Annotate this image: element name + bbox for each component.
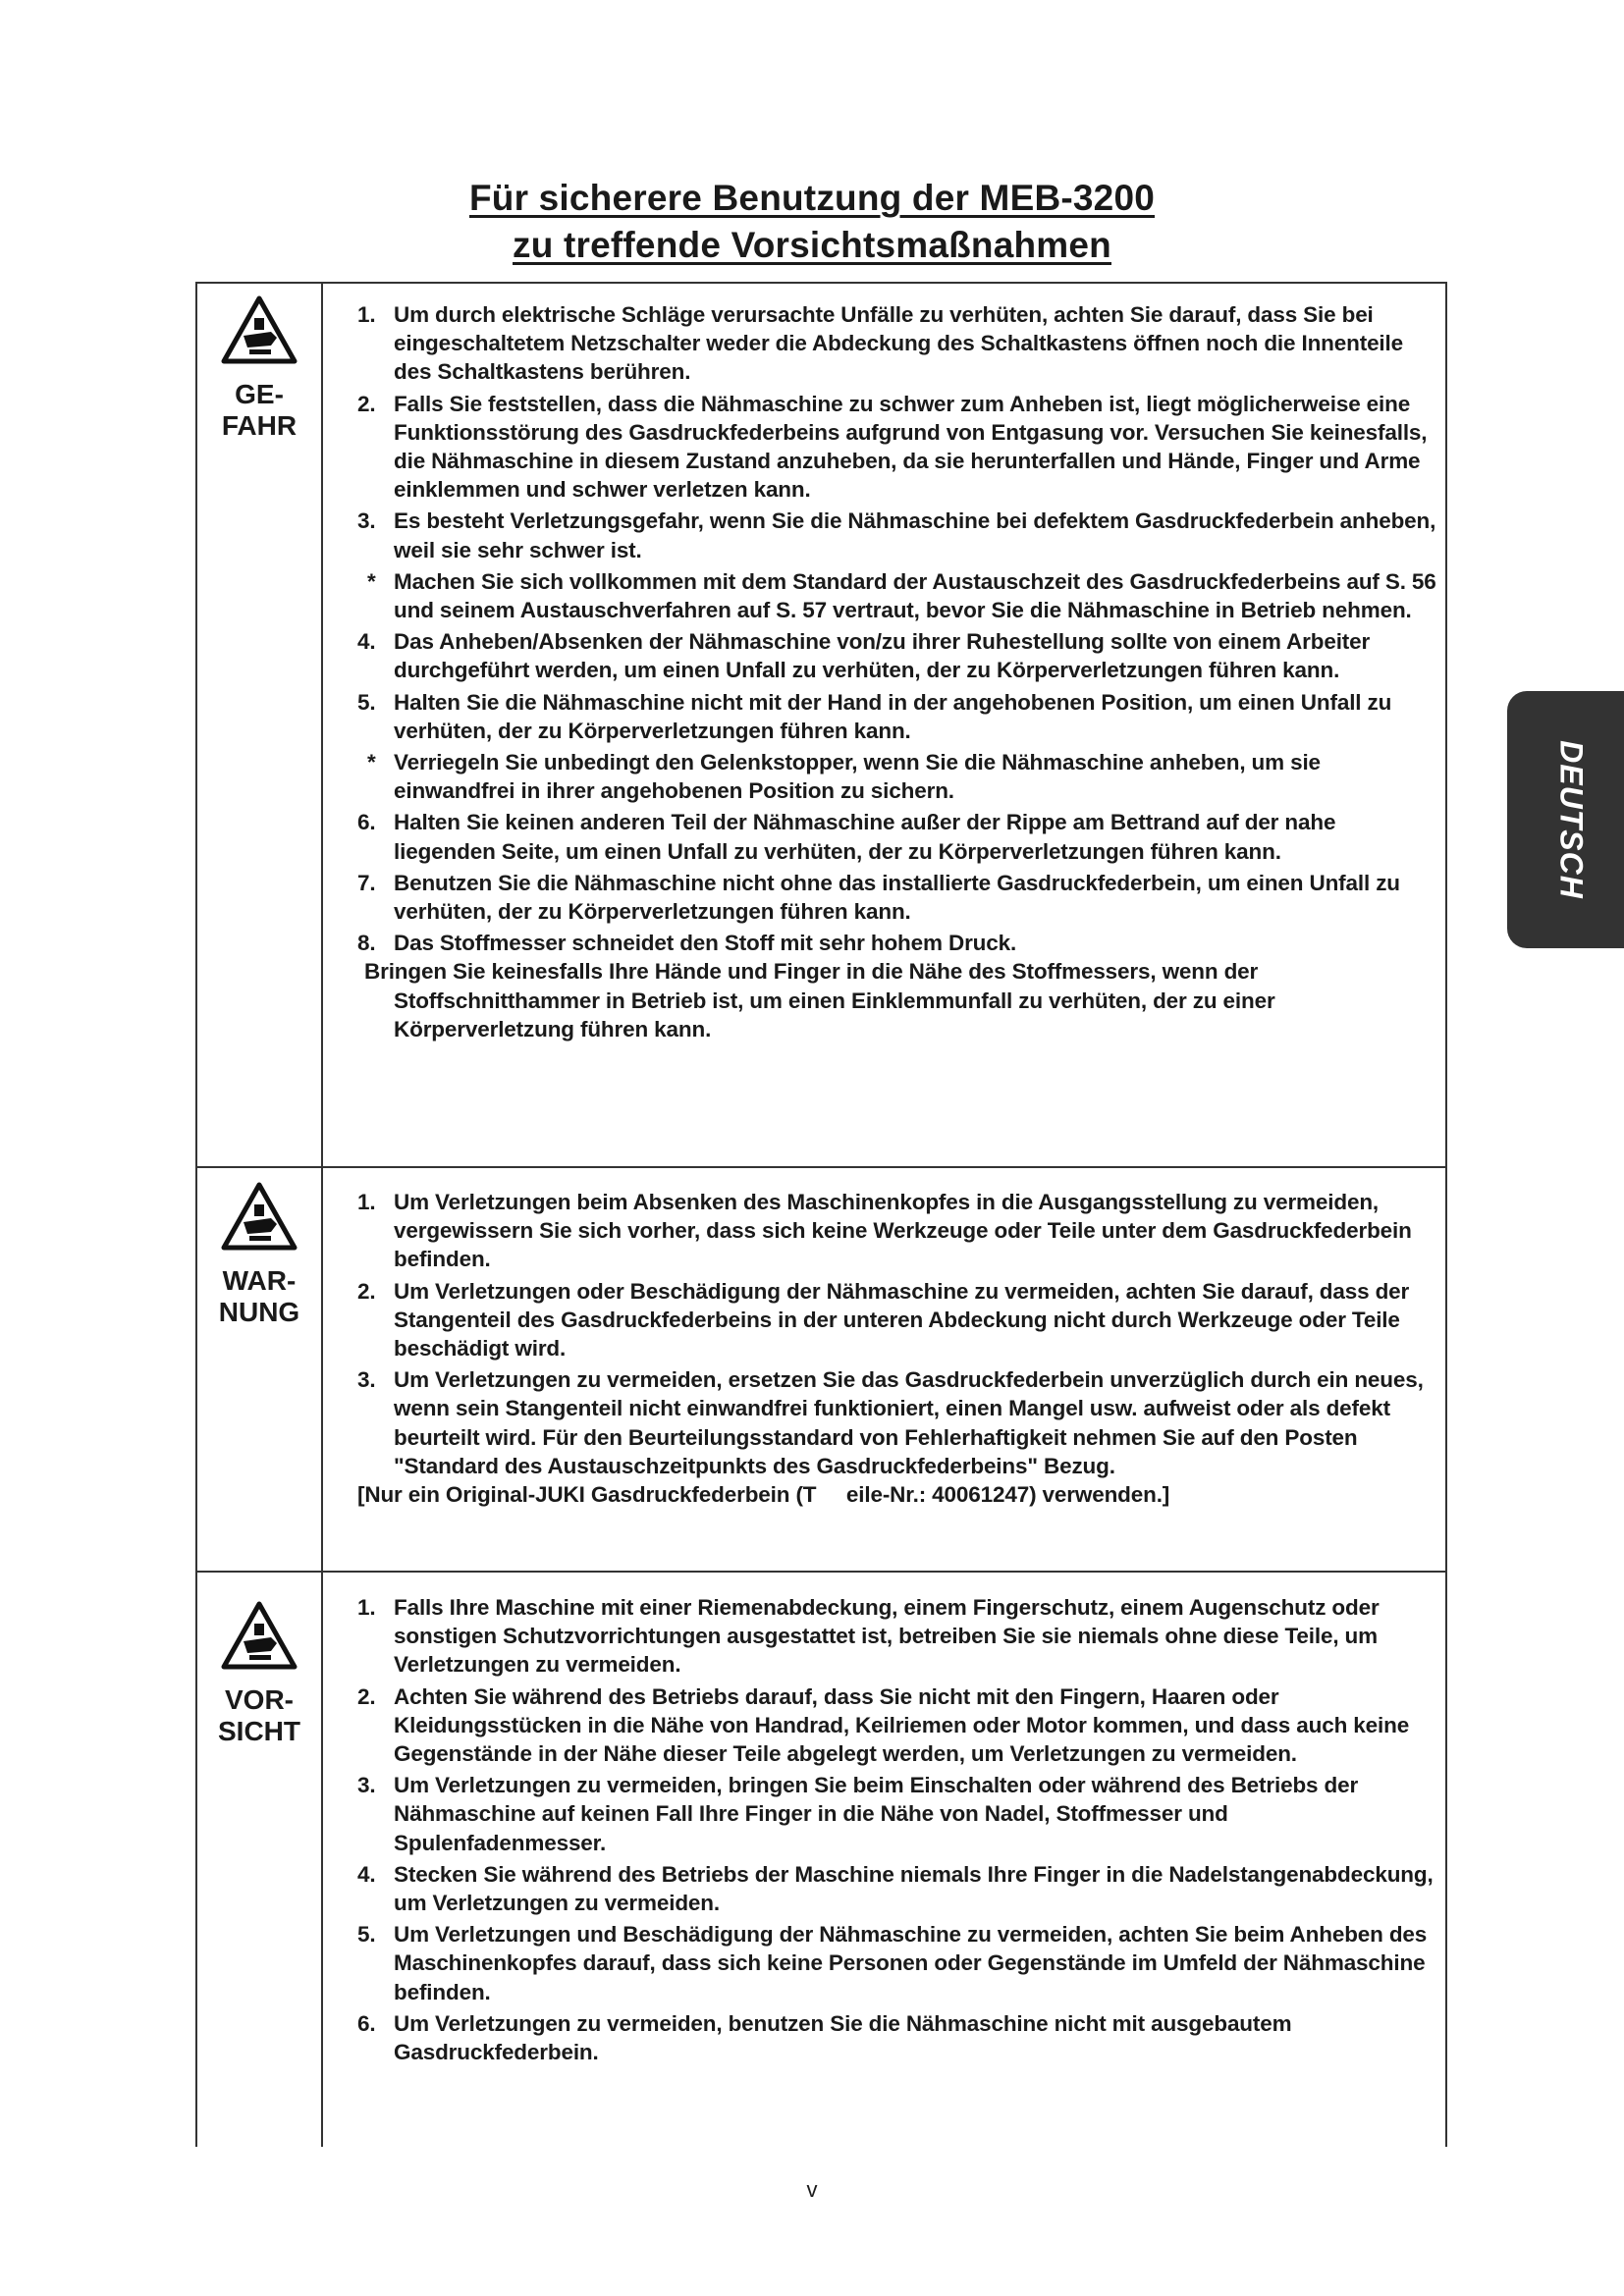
list-item: 1. Um durch elektrische Schläge verursachte Unfälle zu verhüten, achten Sie darauf, dass Sie bei eingeschaltetem Netzschalter weder die Abdeckung des Schaltkastens öffnen noch die Innenteile des Schaltkastens berühren. [357, 302, 1403, 385]
list-item: Bringen Sie keinesfalls Ihre Hände und Finger in die Nähe des Stoffmessers, wenn der Stoffschnitthammer in Betrieb ist, um einen Einklemmunfall zu verhüten, der zu einer Körperverletzung führen kann. [364, 959, 1275, 1041]
warning-text [357, 1188, 1437, 1512]
section-divider-2 [195, 1571, 1445, 1573]
danger-label-line1: GE- [235, 379, 284, 409]
list-item: 5. Halten Sie die Nähmaschine nicht mit der Hand in der angehobenen Position, um einen Unfall zu verhüten, der zu Körperverletzungen führen kann. [357, 689, 1392, 743]
language-tab [1507, 691, 1624, 948]
danger-label-cell [195, 294, 323, 442]
list-item: 6. Halten Sie keinen anderen Teil der Nähmaschine außer der Rippe am Bettrand auf der nahe liegenden Seite, um einen Unfall zu verhüten, der zu Körperverletzungen führen kann. [357, 810, 1336, 864]
title-line-2: zu treffende Vorsichtsmaßnahmen [513, 225, 1111, 265]
warning-label-line2: NUNG [218, 1297, 300, 1327]
table-top-border [195, 282, 1445, 284]
list-item: * Verriegeln Sie unbedingt den Gelenkstopper, wenn Sie die Nähmaschine anheben, um sie einwandfrei in ihrer angehobenen Position zu sichern. [367, 750, 1321, 804]
page-title [0, 175, 1624, 269]
caution-text [357, 1593, 1437, 2069]
hand-crush-warning-icon [220, 1181, 298, 1252]
list-item: 3. Um Verletzungen zu vermeiden, bringen Sie beim Einschalten oder während des Betriebs der Nähmaschine auf keinen Fall Ihre Finger in die Nähe von Nadel, Stoffmesser und Spulenfadenmesser. [357, 1773, 1359, 1855]
list-item: 3. Es besteht Verletzungsgefahr, wenn Sie die Nähmaschine bei defektem Gasdruckfederbein anheben, weil sie sehr schwer ist. [357, 508, 1436, 562]
page-number: v [806, 2177, 818, 2202]
danger-label-line2: FAHR [221, 410, 298, 441]
list-item: 6. Um Verletzungen zu vermeiden, benutzen Sie die Nähmaschine nicht mit ausgebautem Gasdruckfederbein. [357, 2010, 1292, 2065]
list-item: 2. Achten Sie während des Betriebs darauf, dass Sie nicht mit den Fingern, Haaren oder Kleidungsstücken in die Nähe von Handrad, Keilriemen oder Motor kommen, und dass auch keine Gegenstände in der Nähe dieser Teile abgelegt werden, um Verletzungen zu vermeiden. [357, 1683, 1410, 1767]
list-item: 2. Um Verletzungen oder Beschädigung der Nähmaschine zu vermeiden, achten Sie darauf, dass der Stangenteil des Gasdruckfederbeins in der unteren Abdeckung nicht durch Werkzeuge oder Teile beschädigt wird. [357, 1278, 1410, 1362]
warning-label-line1: WAR- [222, 1265, 297, 1296]
title-line-1: Für sicherere Benutzung der MEB-3200 [468, 178, 1156, 218]
caution-label-cell [195, 1600, 323, 1747]
list-item: 7. Benutzen Sie die Nähmaschine nicht ohne das installierte Gasdruckfederbein, um einen Unfall zu verhüten, der zu Körperverletzungen führen kann. [357, 870, 1400, 925]
list-item: 4. Das Anheben/Absenken der Nähmaschine von/zu ihrer Ruhestellung sollte von einem Arbeiter durchgeführt werden, um einen Unfall zu verhüten, der zu Körperverletzungen führen kann. [357, 629, 1371, 683]
section-divider-1 [195, 1166, 1445, 1168]
list-item: 8. Das Stoffmesser schneidet den Stoff mit sehr hohem Druck. [357, 931, 1017, 956]
language-tab-label: DEUTSCH [1553, 740, 1590, 899]
list-item: 1. Um Verletzungen beim Absenken des Maschinenkopfes in die Ausgangsstellung zu vermeiden, vergewissern Sie sich vorher, dass sich keine Werkzeuge oder Teile unter dem Gasdruckfederbein befinden. [357, 1190, 1412, 1272]
danger-text [357, 300, 1437, 1046]
hand-crush-warning-icon [220, 1600, 298, 1671]
caution-label-line2: SICHT [218, 1716, 300, 1746]
list-item: 4. Stecken Sie während des Betriebs der Maschine niemals Ihre Finger in die Nadelstangenabdeckung, um Verletzungen zu vermeiden. [357, 1861, 1434, 1916]
list-item: * Machen Sie sich vollkommen mit dem Standard der Austauschzeit des Gasdruckfederbeins auf S. 56 und seinem Austauschverfahren auf S. 57 vertraut, bevor Sie die Nähmaschine in Betrieb nehmen. [367, 568, 1436, 623]
list-item: 5. Um Verletzungen und Beschädigung der Nähmaschine zu vermeiden, achten Sie beim Anheben des Maschinenkopfes darauf, dass sich keine Personen oder Gegenstände im Umfeld der Nähmaschine befinden. [357, 1922, 1428, 2004]
list-item: [Nur ein Original-JUKI Gasdruckfederbein (T eile-Nr.: 40061247) verwenden.] [357, 1482, 1170, 1508]
list-item: 2. Falls Sie feststellen, dass die Nähmaschine zu schwer zum Anheben ist, liegt möglicherweise eine Funktionsstörung des Gasdruckfederbeins aufgrund von Entgasung vor. Versuchen Sie keinesfalls, die Nähmaschine in diesem Zustand anzuheben, da sie herunterfallen und Hände, Finger und Arme einklemmen und schwer verletzen kann. [357, 391, 1428, 503]
warning-label-cell [195, 1181, 323, 1328]
hand-crush-warning-icon [220, 294, 298, 365]
list-item: 3. Um Verletzungen zu vermeiden, ersetzen Sie das Gasdruckfederbein unverzüglich durch ein neues, wenn sein Stangenteil nicht einwandfrei funktioniert, einen Mangel usw. aufweist oder als defekt beurteilt wird. Für den Beurteilungsstandard von Fehlerhaftigkeit nehmen Sie auf den Posten "Standard des Austauschzeitpunkts des Gasdruckfederbeins" Bezug. [357, 1367, 1424, 1478]
caution-label-line1: VOR- [225, 1684, 294, 1715]
list-item: 1. Falls Ihre Maschine mit einer Riemenabdeckung, einem Fingerschutz, einem Augenschutz oder sonstigen Schutzvorrichtungen ausgestattet ist, betreiben Sie sie niemals ohne diese Teile, um Verletzungen zu vermeiden. [357, 1595, 1380, 1678]
